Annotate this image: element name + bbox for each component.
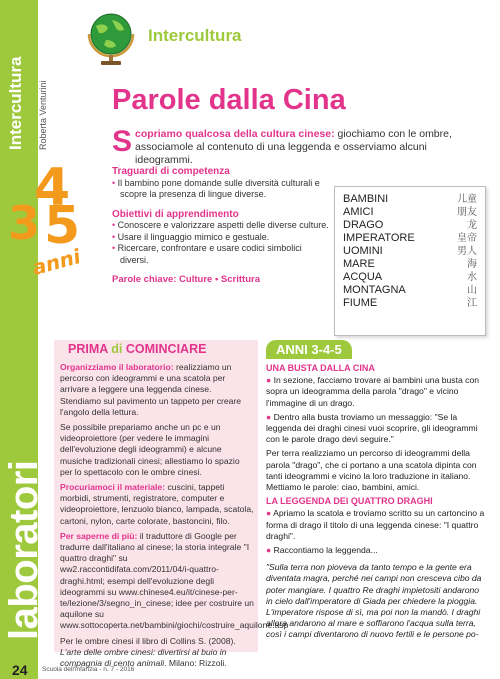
page-title: Parole dalla Cina xyxy=(112,84,346,116)
word-row: UOMINI 男人 xyxy=(343,245,477,257)
sidebar-section-label: laboratori xyxy=(2,460,46,640)
rubric-heading: Intercultura xyxy=(148,26,242,45)
page-number: 24 xyxy=(12,662,28,678)
anni-tab: ANNI 3-4-5 xyxy=(266,340,352,359)
intro-paragraph xyxy=(112,125,486,167)
sidebar-rubric: Intercultura xyxy=(6,56,25,150)
obiettivi-item: • Conoscere e valorizzare aspetti delle diverse culture. xyxy=(112,220,329,230)
footer-line: Scuola dell'infanzia - n. 7 - 2016 xyxy=(42,666,135,673)
prima-di-cominciare-heading: PRIMA di COMINCIARE xyxy=(68,342,207,356)
section-heading: LA LEGGENDA DEI QUATTRO DRAGHI xyxy=(266,496,433,507)
word-row: FIUME 江 xyxy=(343,297,477,309)
prima-di-cominciare-text: Organizziamo il laboratorio: realizziamo un percorso con ideogrammi e una scatola per arrivare a leggere una leggenda cinese. Stendiamo sul pavimento un tappeto per creare l'angolo della lettura. Se possibile prepariamo anche un pc e un videoproiettore (per vedere le immagini dell'evoluzione degli ideogrammi) e alcune musiche tradizionali cinesi; allestiamo lo spazio per lo spettacolo con le ombre cinesi. Procuriamoci il materiale: cuscini, tappeti morbidi, strumenti, registratore, computer e videoproiettore, lenzuolo bianco, lampada, scatola, cartoni, nylon, carte colorate, bastoncini, filo. Per saperne di più: il traduttore di Google per tradurre dall'italiano al cinese; la storia integrale "I quattro draghi" su ww2.raccontidifata.com/2011/04/i-quattro-draghi.html; esempi dell'evoluzione degli ideogrammi su www.chinese4.eu/it/cinese-per-te/lezione/3/segno_in_cinese; idee per costruire un aquilone su www.sottocoperta.net/bambini/giochi/costruire_aquilone.asp Per le ombre cinesi il libro di Collins S. (2008). L'arte delle ombre cinesi: divertirsi al buio in compagnia di cento animali. Milano: Rizzoli. xyxy=(60,362,289,669)
section-heading: UNA BUSTA DALLA CINA xyxy=(266,363,375,373)
vocabulary-card xyxy=(334,186,486,336)
intro-rest: giochiamo con le ombre, associamole al contenuto di una leggenda e osserviamo alcuni ideogrammi. xyxy=(135,128,452,166)
age-5: 5 xyxy=(44,196,81,256)
author-name: Roberta Venturini xyxy=(38,80,48,150)
word-row: DRAGO 龙 xyxy=(343,219,477,231)
word-row: MARE 海 xyxy=(343,258,477,270)
globe-icon xyxy=(82,10,140,68)
obiettivi-item: • Ricercare, confrontare e usare codici simbolici diversi. xyxy=(112,243,302,265)
obiettivi-heading: Obiettivi di apprendimento xyxy=(112,208,239,220)
activity-text: UNA BUSTA DALLA CINA ● In sezione, facciamo trovare ai bambini una busta con sopra un ideogramma della parola "drago" e vicino l'immagine di un drago. ● Dentro alla busta troviamo un messaggio: "Se la leggenda dei draghi cinesi vuoi scoprire, gli ideogrammi con le parole drago devi seguire." Per terra realizziamo un percorso di ideogrammi della parola "drago", che ci portano a una scatola dipinta con tanti ideogrammi e vicino la loro traduzione in italiano. Mettiamo le parole: ciao, bambini, amici. LA LEGGENDA DEI QUATTRO DRAGHI ● Apriamo la scatola e troviamo scritto su un cartoncino a forma di drago il titolo di una leggenda cinese: "I quattro draghi". ● Raccontiamo la leggenda... "Sulla terra non pioveva da tanto tempo e la gente era diventata magra, perché nei campi non cresceva cibo da poter mangiare. I quattro Re draghi impietositi andarono in cielo dall'imperatore di Giada per chiedere la pioggia. L'imperatore rispose di sì, ma poi non la mandò. I draghi allora andarono al mare e soffiarono l'acqua sulla terra, così i campi diventarono di nuovo fertili e le persone po- xyxy=(266,360,488,644)
intro-lead: copriamo qualcosa della cultura cinese: xyxy=(135,128,335,140)
legend-quote: "Sulla terra non pioveva da tanto tempo e la gente era diventata magra, perché nei campi non cresceva cibo da poter mangiare. I quattro Re draghi impietositi andarono in cielo dall'imperatore di Giada per chiedere la pioggia. L'imperatore rispose di sì, ma poi non la mandò. I draghi allora andarono al mare e soffiarono l'acqua sulla terra, così i campi diventarono di nuovo fertili e le persone po- xyxy=(266,562,482,640)
keywords: Parole chiave: Culture • Scrittura xyxy=(112,274,260,285)
traguardi-item: • Il bambino pone domande sulle diversità culturali e scopre la presenza di lingue diverse. xyxy=(112,177,320,199)
age-3: 3 xyxy=(8,196,41,250)
word-row: AMICI 朋友 xyxy=(343,206,477,218)
word-row: IMPERATORE 皇帝 xyxy=(343,232,477,244)
word-row: ACQUA 水 xyxy=(343,271,477,283)
age-4: 4 xyxy=(34,158,71,218)
age-badge xyxy=(2,158,92,278)
drop-cap: S xyxy=(112,125,133,158)
traguardi-heading: Traguardi di competenza xyxy=(112,166,230,177)
word-row: BAMBINI 儿童 xyxy=(343,193,477,205)
word-row: MONTAGNA 山 xyxy=(343,284,477,296)
obiettivi-item: • Usare il linguaggio mimico e gestuale. xyxy=(112,231,270,242)
competences-block xyxy=(112,166,332,286)
age-anni-label: anni xyxy=(29,244,84,280)
